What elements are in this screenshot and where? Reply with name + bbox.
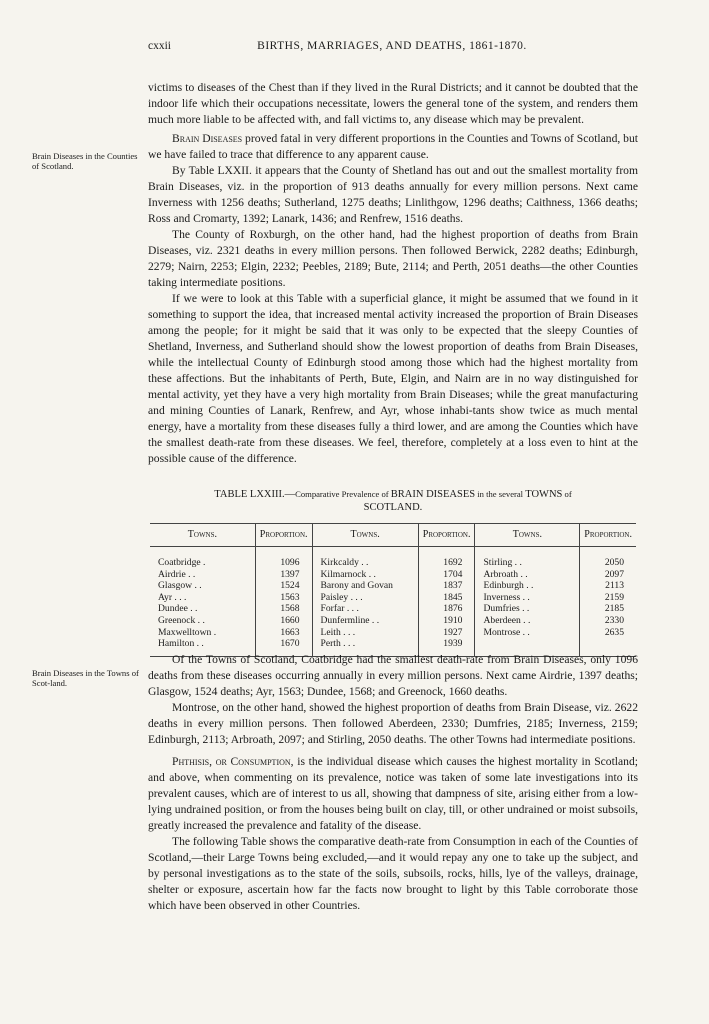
table-town-name: Hamilton . .: [158, 638, 204, 650]
table-proportion-value: 2159: [604, 591, 624, 603]
col3-proportions: [580, 547, 636, 657]
page-header: [148, 40, 636, 56]
page-number: cxxii: [148, 40, 171, 52]
table-proportion-value: 1927: [443, 626, 463, 638]
table-town-name: Kirkcaldy . .: [320, 557, 369, 568]
table-town-name: Greenock . .: [158, 614, 205, 626]
table-proportion-value: 2330: [604, 614, 624, 626]
table-proportion-value: 1939: [443, 638, 463, 650]
table-town-name: Dundee . .: [158, 603, 198, 615]
table-town-name: Perth . . .: [320, 638, 356, 650]
table-town-name: Arbroath . .: [483, 568, 528, 580]
paragraph-chest-diseases: victims to diseases of the Chest than if they lived in the Rural Districts; and it cannot be doubted that the indoor life which their occupations necessitate, lowers the general tone of the system, and renders them much more liable to be affected with, and fall victims to, any disease which may be prevalent.: [148, 81, 638, 126]
table-caption: [148, 488, 638, 514]
header-proportion: Proportion.: [418, 524, 475, 547]
caption-mid2: in the several: [475, 489, 526, 499]
table-proportion-value: 1563: [280, 591, 300, 603]
header-proportion: Proportion.: [255, 524, 312, 547]
table-town-name: Stirling . .: [483, 557, 522, 568]
body-text-upper: [148, 80, 638, 467]
table-town-name: Glasgow . .: [158, 580, 202, 592]
table-town-name: Forfar . . .: [320, 603, 359, 615]
caption-mid: Comparative Prevalence of: [295, 489, 391, 499]
paragraph-highest-towns: Montrose, on the other hand, showed the highest proportion of deaths from Brain Disease, viz. 2622 deaths in every million persons. Then followed Aberdeen, 2330; Dumfries, 2185; Inverness, 2159; Edinburgh, 2113; Arbroath, 2097; and Stirling, 2050 deaths. The other Towns had intermediate positions.: [148, 701, 638, 746]
caption-line2: SCOTLAND.: [363, 502, 423, 513]
paragraph-mental-activity: If we were to look at this Table with a superficial glance, it might be assumed that we found in it something to support the idea, that increased mental activity increased the proportion of Brain Diseases among the people; for it might be said that it was only to be expected that the sleepy Counties of Shetland, Inverness, and Sutherland should show the lowest proportion of deaths from Brain Diseases, while the intellectual County of Edinburgh stood among those which had the highest mortality from these affections. But the inhabitants of Perth, Bute, Elgin, and Nairn are in no way distinguished for mental activity, yet they have a very high mortality from Brain Diseases; while the great manufacturing and mining Counties of Lanark, Renfrew, and Ayr, whose inhabi-tants show twice as much mental energy, have a mortality from these diseases fully a third lower, and are among the Counties which have the smallest death-rate from these diseases. We feel, therefore, completely at a loss even to hint at the possible cause of the difference.: [148, 292, 638, 465]
body-text-lower: [148, 652, 638, 914]
table-proportion-value: 1910: [443, 614, 463, 626]
table-proportion-value: 2050: [604, 557, 624, 568]
caption-of: of: [562, 489, 572, 499]
running-title: BIRTHS, MARRIAGES, AND DEATHS, 1861-1870.: [257, 40, 527, 52]
table-town-name: Barony and Govan: [320, 580, 393, 592]
table-town-name: Paisley . . .: [320, 591, 363, 603]
table-proportion-value: 1876: [443, 603, 463, 615]
table-proportion-value: 1663: [280, 626, 300, 638]
table-proportion-value: 2635: [604, 626, 624, 638]
paragraph-phthisis: [148, 754, 638, 834]
caption-subject: BRAIN DISEASES: [390, 489, 476, 500]
table-town-name: Dumfries . .: [483, 603, 530, 615]
paragraph-lowest-towns: Of the Towns of Scotland, Coatbridge had the smallest death-rate from Brain Diseases, only 1096 deaths from these diseases occurring annually in every million persons. Next came Airdrie, 1397 deaths; Glasgow, 1524 deaths; Ayr, 1563; Dundee, 1568; and Greenock, 1660 deaths.: [148, 653, 638, 698]
table-town-name: Aberdeen . .: [483, 614, 531, 626]
margin-note-brain-towns: Brain Diseases in the Towns of Scot-land.: [32, 668, 139, 688]
col2-proportions: [418, 547, 475, 657]
table-proportion-value: 1670: [280, 638, 300, 650]
table-proportion-value: 1845: [443, 591, 463, 603]
brain-diseases-intro-text: proved fatal in very different proportions in the Counties and Towns of Scotland, but we have failed to trace that difference to any apparent cause.: [148, 132, 639, 161]
table-town-name: Maxwelltown .: [158, 626, 217, 638]
phthisis-text: is the individual disease which causes the highest mortality in Scotland; and above, when commenting on its prevalence, notice was taken of some late investigations into its prevalent causes, which are of interest to us all, showing that dampness of site, arising either from a low-lying undrained position, or from the houses being built on clay, till, or other undrained or moist subsoils, greatly increased the prevalence and fatality of the disease.: [148, 755, 638, 832]
col2-towns: [312, 547, 418, 657]
table-proportion-value: 2097: [604, 568, 624, 580]
table-town-name: Edinburgh . .: [483, 580, 534, 592]
header-towns: Towns.: [475, 524, 580, 547]
paragraph-highest-counties: The County of Roxburgh, on the other hand, had the highest proportion of deaths from Brain Diseases, viz. 2321 deaths in every million persons. Then followed Berwick, 2282 deaths; Edinburgh, 2279; Nairn, 2253; Elgin, 2232; Peebles, 2189; Bute, 2114; and Perth, 2051 deaths—the other Counties taking intermediate positions.: [148, 228, 638, 289]
paragraph-brain-diseases-intro: [148, 131, 638, 163]
table-town-name: Ayr . . .: [158, 591, 187, 603]
table-proportion-value: 1397: [280, 568, 300, 580]
table-proportion-value: 1692: [443, 557, 463, 568]
header-towns: Towns.: [312, 524, 418, 547]
phthisis-lead: Phthisis, or Consumption,: [172, 755, 294, 768]
paragraph-lowest-counties: By Table LXXII. it appears that the County of Shetland has out and out the smallest mortality from Brain Diseases, viz. in the proportion of 913 deaths annually for every million persons. Next came Inverness with 1256 deaths; Sutherland, 1275 deaths; Linlithgow, 1296 deaths; Caithness, 1366 deaths; Ross and Cromarty, 1392; Lanark, 1436; and Renfrew, 1516 deaths.: [148, 164, 638, 225]
col3-towns: [475, 547, 580, 657]
table-town-name: Montrose . .: [483, 626, 530, 638]
table-proportion-value: 1524: [280, 580, 300, 592]
table-proportion-value: 1837: [443, 580, 463, 592]
brain-diseases-lead: Brain Diseases: [172, 132, 243, 145]
table-proportion-value: 2185: [604, 603, 624, 615]
table-town-name: Kilmarnock . .: [320, 568, 376, 580]
caption-prefix: TABLE LXXIII.—: [214, 489, 296, 500]
table-town-name: Dunfermline . .: [320, 614, 380, 626]
table-proportion-value: 1660: [280, 614, 300, 626]
table-proportion-value: 1096: [280, 557, 300, 568]
table-proportion-value: 1568: [280, 603, 300, 615]
table-town-name: Airdrie . .: [158, 568, 196, 580]
table-town-name: Coatbridge .: [158, 557, 206, 568]
paragraph-following-table: The following Table shows the comparative death-rate from Consumption in each of the Counties of Scotland,—their Large Towns being excluded,—and it would repay any one to take up the subject, and by personal investigations as to the state of the soils, subsoils, rocks, hills, lye of the valleys, drainage, shelter or exposure, ascertain how far the facts now brought to light by this Table corroborate those which have been observed in other Countries.: [148, 835, 638, 912]
caption-towns: TOWNS: [525, 489, 563, 500]
table-town-name: Inverness . .: [483, 591, 530, 603]
table-proportion-value: 1704: [443, 568, 463, 580]
table-header-row: [150, 524, 636, 547]
brain-diseases-towns-table: [150, 523, 636, 657]
table-body-row: [150, 547, 636, 657]
col1-towns: [150, 547, 255, 657]
table-proportion-value: 2113: [605, 580, 624, 592]
col1-proportions: [255, 547, 312, 657]
margin-note-brain-counties: Brain Diseases in the Counties of Scotland.: [32, 151, 138, 171]
header-proportion: Proportion.: [580, 524, 636, 547]
table-town-name: Leith . . .: [320, 626, 356, 638]
header-towns: Towns.: [150, 524, 255, 547]
